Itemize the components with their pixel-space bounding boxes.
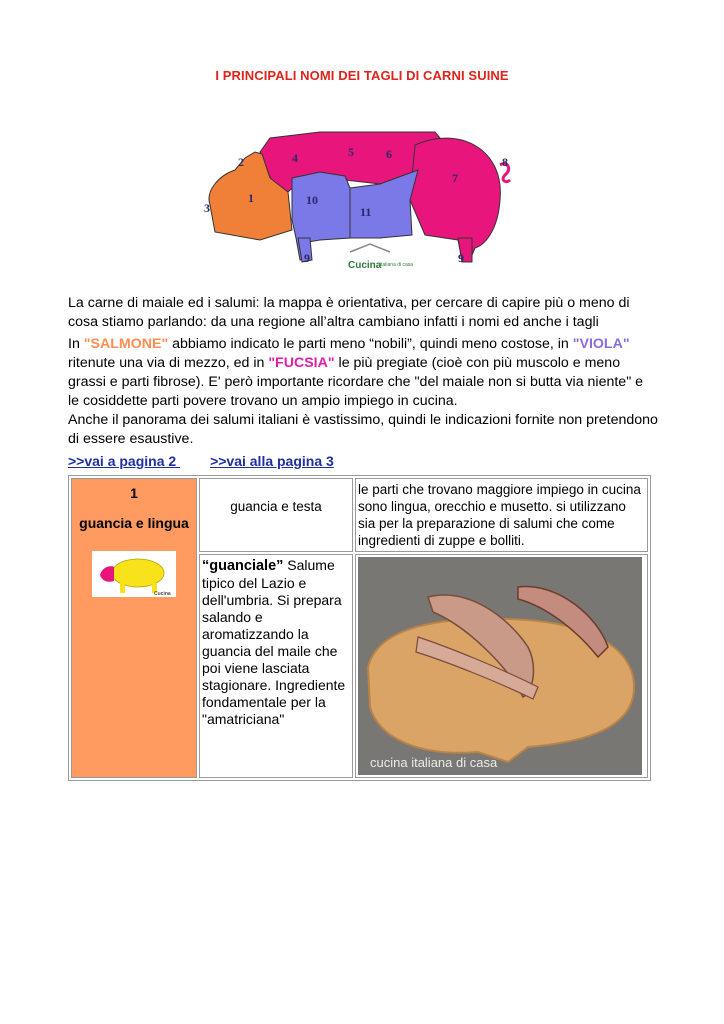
cut-id-cell xyxy=(71,478,197,778)
salmone-label: "SALMONE" xyxy=(83,336,169,352)
cut-label: 3 xyxy=(204,201,210,215)
photo-cell xyxy=(355,554,648,778)
cut-label: 9 xyxy=(458,251,464,265)
cut-label: 7 xyxy=(452,171,458,185)
pig-cuts-map xyxy=(200,120,530,280)
cut-label: 8 xyxy=(502,155,508,169)
link-page-3[interactable]: >>vai alla pagina 3 xyxy=(210,453,334,469)
svg-text:cucina italiana di casa: cucina italiana di casa xyxy=(370,755,498,770)
guanciale-title: “guanciale” xyxy=(202,558,284,574)
cut-name: guancia e lingua xyxy=(79,515,189,531)
page-navigation xyxy=(68,453,334,469)
cut-number: 1 xyxy=(130,485,138,501)
viola-label: "VIOLA" xyxy=(572,336,630,352)
cut-label: 10 xyxy=(306,193,318,207)
site-logo xyxy=(348,244,413,271)
svg-text:Cucina: Cucina xyxy=(348,260,382,271)
table-row xyxy=(71,478,648,552)
cut-label: 4 xyxy=(292,151,298,165)
link-page-2[interactable]: >>vai a pagina 2 xyxy=(68,453,181,469)
color-legend-paragraph: In "SALMONE" abbiamo indicato le parti meno “nobili”, quindi meno costose, in "VIOLA" ritenute una via di mezzo, ed in "FUCSIA" le più pregiate (cioè con più muscolo e meno grassi e parti fibrose). E' però importante ricordare che "del maiale non si butta via niente" e le cosiddette parti povere trovano un ampio impiego in cucina. xyxy=(68,336,644,409)
usage-cell: le parti che trovano maggiore impiego in cucina sono lingua, orecchio e musetto. si utilizzano sia per la preparazione di salumi che come ingredienti di zuppe e bolliti. xyxy=(355,478,648,552)
svg-text:Cucina: Cucina xyxy=(154,591,171,597)
cut-label: 11 xyxy=(360,205,372,219)
fucsia-label: "FUCSIA" xyxy=(268,355,335,371)
guanciale-photo xyxy=(358,557,642,775)
cuts-table xyxy=(68,475,651,781)
salumi-note: Anche il panorama dei salumi italiani è vastissimo, quindi le indicazioni fornite non pretendono di essere esaustive. xyxy=(68,412,658,447)
cut-7-region xyxy=(410,138,500,260)
cut-label: 9 xyxy=(304,251,310,265)
cut-label: 1 xyxy=(248,191,254,205)
svg-text:italiana di casa: italiana di casa xyxy=(380,262,414,268)
cut-label: 5 xyxy=(348,145,354,159)
cut-label: 6 xyxy=(386,147,392,161)
cut-label: 2 xyxy=(238,155,244,169)
page-title: I PRINCIPALI NOMI DEI TAGLI DI CARNI SUINE xyxy=(215,68,509,83)
yellow-pig-thumbnail xyxy=(92,551,176,597)
guanciale-cell: “guanciale” Salume tipico del Lazio e dell'umbria. Si prepara salando e aromatizzando la guancia del maile che poi viene lasciata stagionare. Ingrediente fondamentale per la "amatriciana" xyxy=(199,554,353,778)
part-cell: guancia e testa xyxy=(199,478,353,552)
intro-paragraph: La carne di maiale ed i salumi: la mappa è orientativa, per cercare di capire più o meno di cosa stiamo parlando: da una regione all’altra cambiano infatti i nomi ed anche i tagli xyxy=(68,295,630,330)
